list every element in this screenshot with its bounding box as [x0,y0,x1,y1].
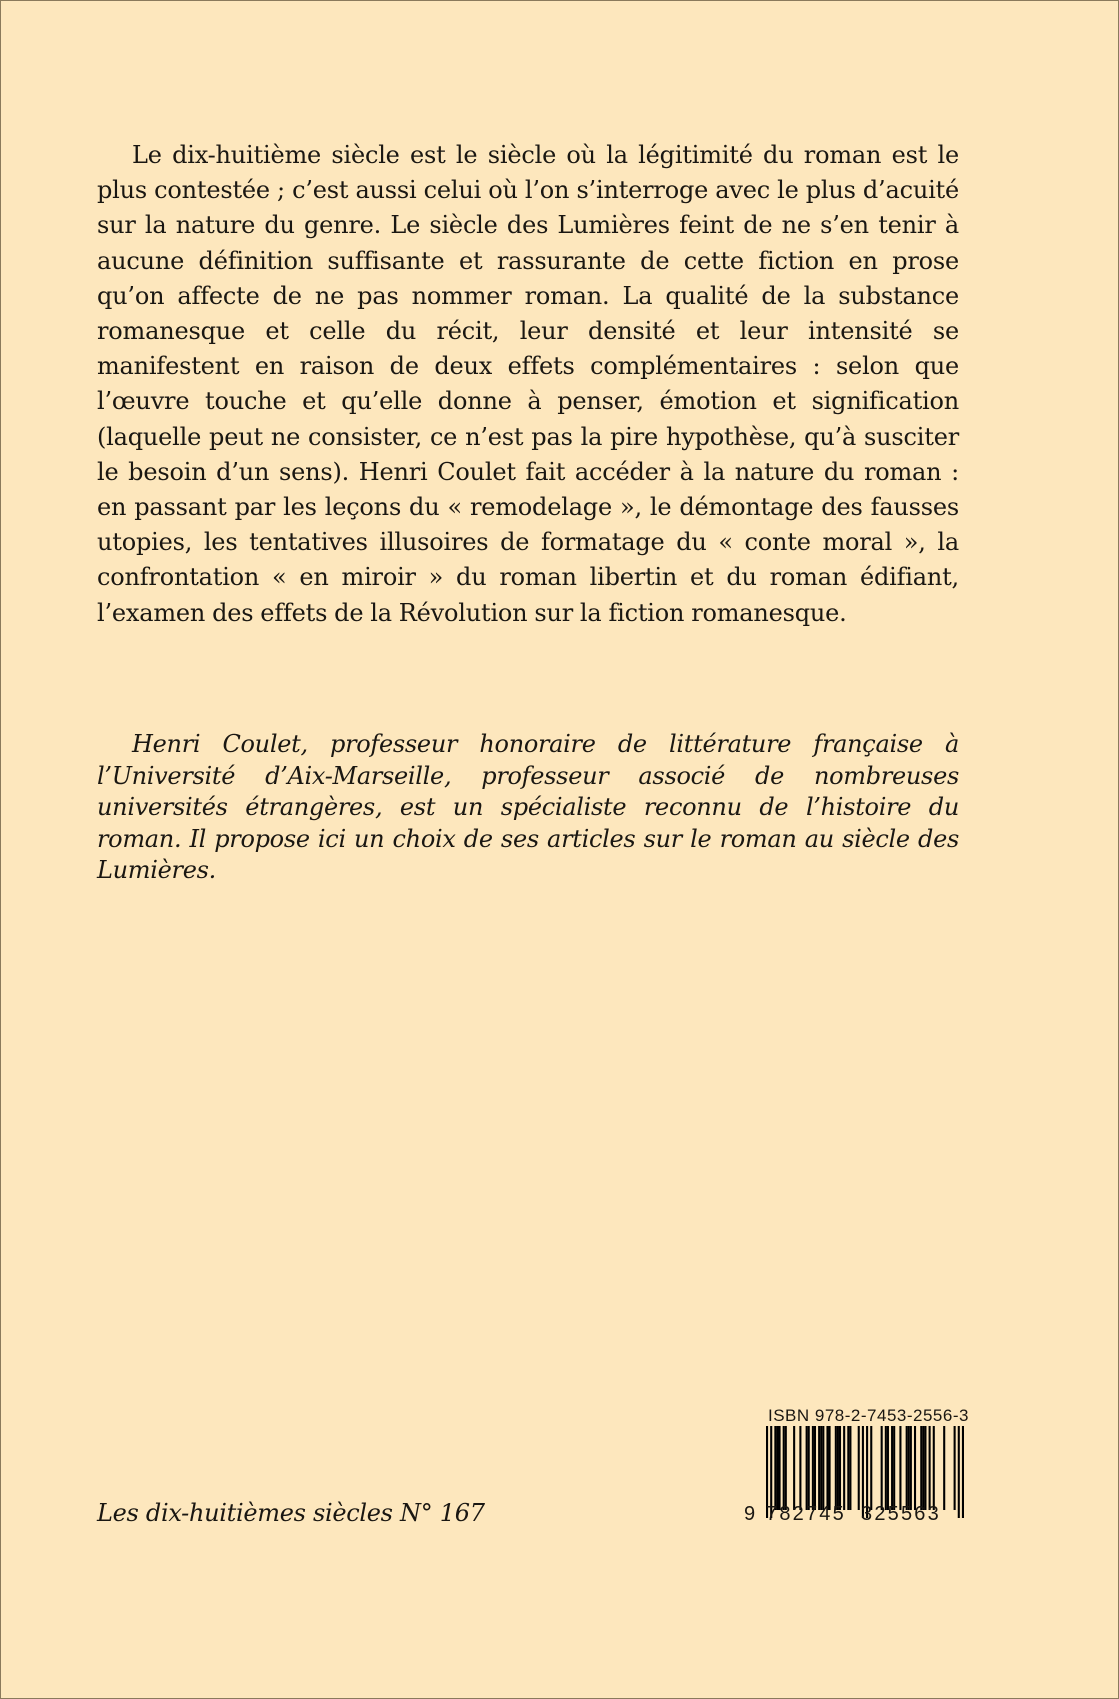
barcode-bar [924,1426,926,1510]
barcode-bar [958,1426,960,1518]
barcode-bar [962,1426,964,1518]
series-title: Les dix-huitièmes siècles N° 167 [97,1499,485,1527]
barcode-bar [943,1426,945,1510]
barcode-bar [839,1426,841,1510]
barcode-bar [920,1426,922,1510]
barcode-bar [954,1426,956,1510]
barcode-bar [799,1426,801,1510]
barcode-bar [835,1426,837,1510]
barcode-bar [891,1426,893,1510]
barcode-bar [779,1426,781,1510]
barcode-bar [885,1426,887,1510]
isbn-label: ISBN 978-2-7453-2556-3 [768,1406,969,1425]
barcode-bar [929,1426,931,1510]
barcode-bar [818,1426,820,1510]
barcode-bar [774,1426,776,1510]
barcode-bar [847,1426,849,1510]
barcode-bar [822,1426,824,1510]
barcode-digits-right: 325563 [861,1503,941,1525]
barcode-bar [933,1426,935,1510]
barcode-bar [837,1426,839,1510]
barcode-bar [922,1426,924,1510]
barcode-bar [814,1426,816,1510]
barcode-bar [858,1426,860,1510]
barcode-bar [820,1426,822,1510]
blurb-paragraph: Le dix-huitième siècle est le siècle où la légitimité du roman est le plus contestée ; c’est aussi celui où l’on s’interroge avec le plus d’acuité sur la nature du genre. Le siècle des Lumières feint de ne s’en tenir à aucune définition suffisante et rassurante de cette fiction en prose qu’on affecte de ne pas nommer roman. La qualité de la substance romanesque et celle du récit, leur densité et leur intensité se manifestent en raison de deux effets complémentaires : selon que l’œuvre touche et qu’elle donne à penser, émotion et signification (laquelle peut ne consister, ce n’est pas la pire hypothèse, qu’à susciter le besoin d’un sens). Henri Coulet fait accéder à la nature du roman : en passant par les leçons du « remodelage », le démontage des fausses utopies, les tentatives illusoires de formatage du « conte moral », la confrontation « en miroir » du roman libertin et du roman édifiant, l’examen des effets de la Révolution sur la fiction romanesque. [97,141,959,627]
barcode-bar [906,1426,908,1510]
barcode-bar [808,1426,810,1510]
author-bio-paragraph: Henri Coulet, professeur honoraire de littérature française à l’Université d’Aix-Marseille, professeur associé de nombreuses universités étrangères, est un spécialiste reconnu de l’histoire du roman. Il propose ici un choix de ses articles sur le roman au siècle des Lumières. [97,730,959,884]
barcode-bar [783,1426,785,1510]
barcode-bar [776,1426,778,1510]
barcode-bar [887,1426,889,1510]
barcode-bar [910,1426,912,1510]
barcode-bar [849,1426,851,1510]
barcode-bar [829,1426,831,1510]
barcode-digit-first: 9 [744,1503,756,1525]
barcode-bar [870,1426,872,1510]
barcode-bar [812,1426,814,1510]
barcode-bar [785,1426,787,1510]
barcode-bar [843,1426,845,1510]
barcode-bar [899,1426,901,1510]
barcode-digits-left: 782745 [766,1503,846,1525]
barcode-bar [826,1426,828,1510]
barcode-bar [881,1426,883,1510]
barcode-bar [806,1426,808,1510]
barcode-bar [914,1426,916,1510]
isbn-barcode-block [744,1406,968,1531]
barcode-bar [793,1426,795,1510]
barcode-bar [893,1426,895,1510]
barcode-bar [908,1426,910,1510]
